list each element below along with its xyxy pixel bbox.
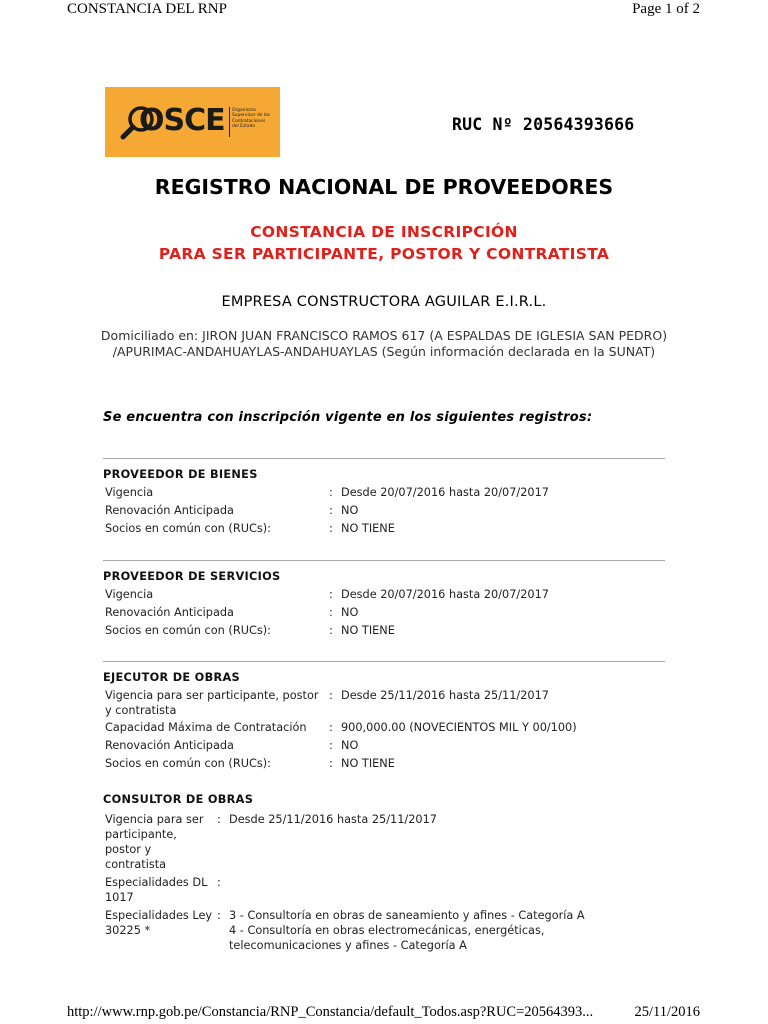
field-row: Socios en común con (RUCs): : NO TIENE bbox=[105, 522, 395, 535]
field-value: Desde 25/11/2016 hasta 25/11/2017 bbox=[229, 813, 437, 826]
field-row: Renovación Anticipada : NO bbox=[105, 739, 359, 752]
osce-logo-mark bbox=[123, 103, 233, 140]
section-proveedor-servicios bbox=[103, 560, 665, 641]
osce-logo-text: OSCE bbox=[139, 103, 225, 138]
document-subtitle-1: CONSTANCIA DE INSCRIPCIÓN bbox=[250, 223, 518, 241]
field-value: NO bbox=[341, 606, 359, 619]
section-heading: PROVEEDOR DE BIENES bbox=[103, 468, 258, 481]
field-label: Vigencia bbox=[105, 486, 154, 499]
field-value: Desde 20/07/2016 hasta 20/07/2017 bbox=[341, 486, 549, 499]
field-row: Vigencia : Desde 20/07/2016 hasta 20/07/2017 bbox=[105, 486, 549, 499]
field-row: Especialidades Ley 30225 * : 3 - Consultoría en obras de saneamiento y afines - Categoría A 4 - Consultoría en obras electromecánicas, energéticas, telecomunicaciones y afines - Categoría A bbox=[103, 908, 665, 954]
field-label: Socios en común con (RUCs): bbox=[105, 757, 271, 770]
field-row: Socios en común con (RUCs): : NO TIENE bbox=[105, 757, 395, 770]
field-value: Desde 20/07/2016 hasta 20/07/2017 bbox=[341, 588, 549, 601]
field-label: Vigencia para ser participante, postor y contratista bbox=[105, 689, 319, 717]
registry-lead-text: Se encuentra con inscripción vigente en los siguientes registros: bbox=[103, 410, 593, 425]
section-proveedor-bienes bbox=[103, 458, 665, 539]
document-title: REGISTRO NACIONAL DE PROVEEDORES bbox=[154, 175, 614, 199]
section-divider bbox=[103, 458, 665, 459]
section-divider bbox=[103, 560, 665, 561]
field-value: NO bbox=[341, 504, 359, 517]
field-row: Renovación Anticipada : NO bbox=[105, 504, 359, 517]
logo-divider bbox=[229, 107, 230, 137]
company-name: EMPRESA CONSTRUCTORA AGUILAR E.I.R.L. bbox=[221, 294, 547, 310]
company-address: Domiciliado en: JIRON JUAN FRANCISCO RAMOS 617 (A ESPALDAS DE IGLESIA SAN PEDRO) /APURIMAC-ANDAHUAYLAS-ANDAHUAYLAS (Según información declarada en la SUNAT) bbox=[100, 328, 668, 359]
field-label: Renovación Anticipada bbox=[105, 606, 234, 619]
field-label: Capacidad Máxima de Contratación bbox=[105, 721, 307, 734]
footer-date: 25/11/2016 bbox=[634, 1004, 700, 1020]
field-label: Socios en común con (RUCs): bbox=[105, 522, 271, 535]
section-ejecutor-obras bbox=[103, 661, 665, 774]
logo-tagline: Organismo Supervisor de las Contrataciones del Estado bbox=[232, 108, 270, 130]
field-row: Capacidad Máxima de Contratación : 900,000.00 (NOVECIENTOS MIL Y 00/100) bbox=[105, 721, 577, 734]
section-heading: PROVEEDOR DE SERVICIOS bbox=[103, 570, 281, 583]
field-row: Renovación Anticipada : NO bbox=[105, 606, 359, 619]
field-label: Especialidades Ley 30225 * bbox=[105, 909, 213, 937]
field-label: Vigencia bbox=[105, 588, 154, 601]
field-value: Desde 25/11/2016 hasta 25/11/2017 bbox=[341, 689, 549, 702]
field-value: 900,000.00 (NOVECIENTOS MIL Y 00/100) bbox=[341, 721, 577, 734]
field-value: NO TIENE bbox=[341, 624, 395, 637]
page-number: Page 1 of 2 bbox=[632, 1, 700, 17]
print-header bbox=[0, 0, 768, 20]
header-title: CONSTANCIA DEL RNP bbox=[67, 1, 227, 17]
field-value: NO TIENE bbox=[341, 522, 395, 535]
footer-url: http://www.rnp.gob.pe/Constancia/RNP_Constancia/default_Todos.asp?RUC=20564393... bbox=[67, 1004, 594, 1020]
field-label: Socios en común con (RUCs): bbox=[105, 624, 271, 637]
field-row: Vigencia : Desde 20/07/2016 hasta 20/07/2017 bbox=[105, 588, 549, 601]
field-value: NO TIENE bbox=[341, 757, 395, 770]
field-row: Vigencia para ser participante, postor y contratista : Desde 25/11/2016 hasta 25/11/2017 bbox=[103, 812, 665, 874]
osce-logo bbox=[105, 87, 280, 157]
field-label: Renovación Anticipada bbox=[105, 504, 234, 517]
field-row: Socios en común con (RUCs): : NO TIENE bbox=[105, 624, 395, 637]
field-row: Especialidades DL 1017 : bbox=[105, 876, 221, 904]
field-label: Renovación Anticipada bbox=[105, 739, 234, 752]
section-consultor-obras bbox=[103, 793, 665, 954]
field-label: Vigencia para ser participante, postor y contratista bbox=[105, 813, 204, 871]
field-row: Vigencia para ser participante, postor y contratista : Desde 25/11/2016 hasta 25/11/2017 bbox=[105, 689, 549, 717]
section-divider bbox=[103, 661, 665, 662]
document-subtitle-2: PARA SER PARTICIPANTE, POSTOR Y CONTRATISTA bbox=[158, 245, 610, 263]
field-value: NO bbox=[341, 739, 359, 752]
field-label: Especialidades DL 1017 bbox=[105, 876, 208, 904]
section-heading: EJECUTOR DE OBRAS bbox=[103, 671, 240, 684]
ruc-number: RUC Nº 20564393666 bbox=[452, 115, 635, 134]
field-value: 3 - Consultoría en obras de saneamiento y afines - Categoría A 4 - Consultoría en obras electromecánicas, energéticas, telecomunicaciones y afines - Categoría A bbox=[229, 909, 585, 952]
section-heading: CONSULTOR DE OBRAS bbox=[103, 793, 254, 806]
